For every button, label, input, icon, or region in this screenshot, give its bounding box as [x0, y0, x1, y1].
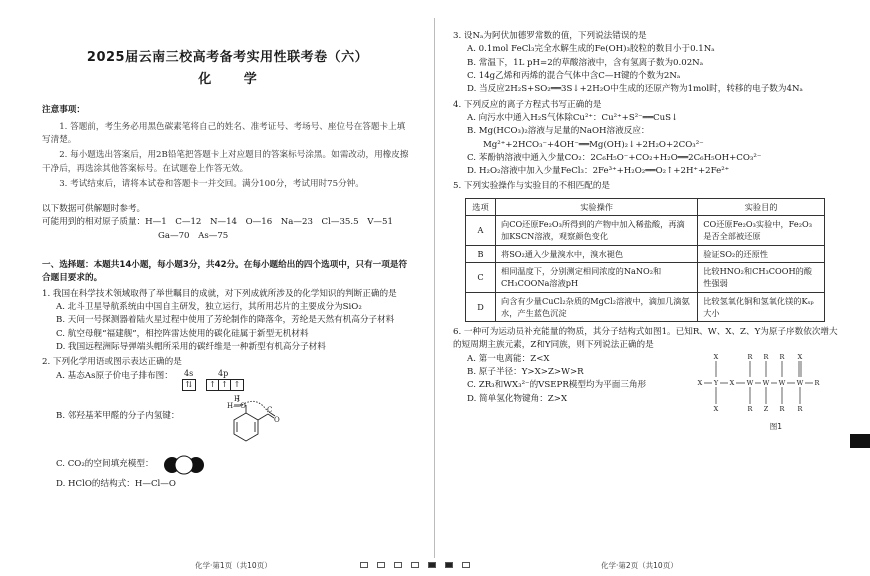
- orbital-cell: ↑: [233, 379, 241, 389]
- option-d: D. 我国远程洲际导弹端头帽所采用的碳纤维是一种新型有机高分子材料: [56, 341, 326, 352]
- side-tab-marker: [850, 434, 870, 448]
- svg-text:Z: Z: [763, 404, 769, 413]
- hydrogen-bond-molecule-icon: [212, 392, 292, 454]
- co2-space-filling-icon: [162, 454, 206, 476]
- question-stem: 3. 设Nₐ为阿伏加德罗常数的值，下列说法错误的是: [453, 31, 647, 41]
- page-footer: 化学·第1页（共10页）: [195, 561, 272, 570]
- svg-text:X: X: [729, 378, 735, 387]
- svg-text:R: R: [779, 404, 785, 413]
- svg-text:R: R: [747, 404, 753, 413]
- section-heading: 一、选择题：本题共14小题，每小题3分，共42分。在每小题给出的四个选项中，只有一项是符合题目要求的。: [42, 260, 408, 284]
- option-c-text: C. CO₂的空间填充模型：: [56, 458, 154, 469]
- svg-text:X: X: [697, 378, 703, 387]
- orbital-cell: ⇅: [185, 379, 193, 389]
- right-page: [435, 0, 850, 576]
- question-5: [453, 180, 838, 322]
- option-b: B. 常温下，1L pH=2的草酸溶液中，含有氢离子数为0.02Nₐ: [467, 57, 704, 68]
- table-header: 实验目的: [698, 198, 825, 215]
- table-cell: A: [466, 216, 496, 246]
- option-a-text: A. 基态As原子价电子排布图：: [56, 370, 173, 381]
- data-intro: 以下数据可供解题时参考。: [42, 204, 146, 215]
- question-stem: 1. 我国在科学技术领域取得了举世瞩目的成就，对下列成就所涉及的化学知识的判断正确的是: [42, 288, 397, 299]
- orbital-4p-label: 4p: [218, 368, 229, 378]
- table-row: [466, 262, 825, 292]
- orbital-cell: ↑: [219, 380, 231, 390]
- table-row: [466, 292, 825, 322]
- svg-text:C: C: [267, 405, 273, 414]
- question-3: [453, 30, 838, 97]
- option-c: C. 14g乙烯和丙烯的混合气体中含C—H键的个数为2Nₐ: [467, 70, 681, 81]
- option-a: A. 第一电离能：Z<X: [467, 353, 550, 364]
- question-stem: 5. 下列实验操作与实验目的不相匹配的是: [453, 181, 611, 192]
- molecular-structure-figure: [694, 351, 824, 417]
- table-header: 实验操作: [496, 198, 698, 215]
- question-4: [453, 99, 838, 179]
- option-b: B. 天问一号探测器着陆火星过程中使用了芳纶制作的降落伞，芳纶是天然有机高分子材料: [56, 315, 395, 326]
- orbital-4s-label: 4s: [184, 368, 194, 378]
- notice-section: [42, 104, 413, 191]
- option-d: D. 当反应2H₂S+SO₂══3S↓+2H₂O中生成的还原产物为1mol时，转移的电子数为4Nₐ: [467, 84, 803, 95]
- svg-text:X: X: [797, 352, 803, 361]
- notice-item: 3. 考试结束后，请将本试卷和答题卡一并交回。满分100分，考试用时75分钟。: [59, 178, 364, 189]
- option-d: D. HClO的结构式：H—Cl—O: [56, 478, 176, 489]
- option-b-text: B. 邻羟基苯甲醛的分子内氢键：: [56, 410, 180, 421]
- notice-item: 1. 答题前，考生务必用黑色碳素笔将自己的姓名、准考证号、考场号、座位号在答题卡上填写清楚。: [42, 121, 406, 145]
- question-stem: 6. 一种可为运动员补充能量的物质，其分子结构式如图1。已知R、W、X、Z、Y为原子序数依次增大的短周期主族元素，Z和Y同族，则下列说法正确的是: [453, 327, 838, 351]
- table-cell: C: [466, 262, 496, 292]
- table-row: [466, 245, 825, 262]
- option-a: A. 向污水中通入H₂S气体除Cu²⁺：Cu²⁺+S²⁻══CuS↓: [467, 112, 679, 123]
- table-cell: 将SO₂通入少量溴水中，溴水褪色: [496, 245, 698, 262]
- subject-title: 化 学: [198, 72, 271, 88]
- option-c: C. ZR₃和WX₃²⁻的VSEPR模型均为平面三角形: [467, 380, 647, 391]
- option-c: C. 苯酚钠溶液中通入少量CO₂：2C₆H₅O⁻+CO₂+H₂O══2C₆H₅OH+CO₃²⁻: [467, 152, 762, 163]
- question-6: [453, 326, 838, 431]
- orbital-cell: ↑: [207, 380, 219, 390]
- svg-text:R: R: [797, 404, 803, 413]
- svg-text:O: O: [274, 415, 280, 424]
- svg-text:R: R: [779, 352, 785, 361]
- binding-mark: [394, 562, 402, 568]
- option-a: A. 0.1mol FeCl₃完全水解生成的Fe(OH)₃胶粒的数目小于0.1Nₐ: [467, 44, 715, 55]
- atomic-mass-line: Ga—70 As—75: [158, 230, 229, 241]
- table-row: [466, 216, 825, 246]
- svg-text:R: R: [814, 378, 820, 387]
- figure-caption: 图1: [769, 421, 782, 431]
- svg-text:X: X: [713, 404, 719, 413]
- notice-item: 2. 每小题选出答案后，用2B铅笔把答题卡上对应题目的答案标号涂黑。如需改动，用橡皮擦干净后，再选涂其他答案标号。在试题卷上作答无效。: [42, 150, 409, 174]
- svg-text:W: W: [796, 378, 804, 387]
- svg-text:H—O: H—O: [227, 401, 246, 410]
- binding-mark: [411, 562, 419, 568]
- atomic-mass-line: 可能用到的相对原子质量：H—1 C—12 N—14 O—16 Na—23 Cl—35.5 V—51: [42, 217, 393, 228]
- table-cell: 比较HNO₂和CH₃COOH的酸性强弱: [698, 262, 825, 292]
- svg-text:W: W: [778, 378, 786, 387]
- table-cell: D: [466, 292, 496, 322]
- table-cell: 向含有少量CuCl₂杂质的MgCl₂溶液中，滴加几滴氨水，产生蓝色沉淀: [496, 292, 698, 322]
- option-b: B. Mg(HCO₃)₂溶液与足量的NaOH溶液反应：Mg²⁺+2HCO₃⁻+4OH⁻══Mg(OH)₂↓+2H₂O+2CO₃²⁻: [467, 126, 704, 150]
- table-cell: CO还原Fe₂O₃实验中，Fe₂O₃是否全部被还原: [698, 216, 825, 246]
- table-header: 选项: [466, 198, 496, 215]
- option-c: C. 航空母舰“福建舰”，相控阵雷达使用的碳化硅属于新型无机材料: [56, 328, 309, 339]
- question-6-options: [453, 352, 838, 431]
- option-b: B. 原子半径：Y>X>Z>W>R: [467, 367, 584, 378]
- svg-text:R: R: [763, 352, 769, 361]
- table-cell: B: [466, 245, 496, 262]
- table-cell: 验证SO₂的还原性: [698, 245, 825, 262]
- binding-mark: [360, 562, 368, 568]
- binding-mark: [377, 562, 385, 568]
- option-a: A. 北斗卫星导航系统由中国自主研发，独立运行，其所用芯片的主要成分为SiO₂: [56, 302, 362, 313]
- orbital-4s-box: [182, 379, 196, 391]
- question-1: [42, 288, 413, 355]
- table-cell: 相同温度下，分别测定相同浓度的NaNO₂和CH₃COONa溶液pH: [496, 262, 698, 292]
- question-2: [42, 356, 413, 491]
- svg-text:H: H: [234, 394, 241, 403]
- option-d: D. 简单氢化物键角：Z>X: [467, 393, 568, 404]
- table-cell: 比较氢氧化铜和氢氧化镁的Kₛₚ大小: [698, 292, 825, 322]
- svg-text:R: R: [747, 352, 753, 361]
- svg-text:W: W: [746, 378, 754, 387]
- question-stem: 4. 下列反应的离子方程式书写正确的是: [453, 99, 602, 110]
- svg-text:Y: Y: [713, 378, 719, 387]
- svg-text:X: X: [713, 352, 719, 361]
- notice-heading: 注意事项：: [42, 105, 85, 116]
- table-cell: 向CO还原Fe₂O₃所得到的产物中加入稀盐酸，再滴加KSCN溶液，观察颜色变化: [496, 216, 698, 246]
- experiment-table: [465, 198, 825, 322]
- option-c: [42, 454, 413, 478]
- page-footer: 化学·第2页（共10页）: [601, 561, 678, 570]
- option-d: D. H₂O₂溶液中加入少量FeCl₃：2Fe³⁺+H₂O₂══O₂↑+2H⁺+2Fe²⁺: [467, 166, 730, 177]
- table-header-row: [466, 198, 825, 215]
- orbital-4p-box: [206, 379, 244, 391]
- exam-title: 2025届云南三校高考备考实用性联考卷（六）: [86, 50, 369, 65]
- option-b: [42, 394, 413, 454]
- svg-text:W: W: [762, 378, 770, 387]
- question-stem: 2. 下列化学用语或图示表达正确的是: [42, 357, 182, 368]
